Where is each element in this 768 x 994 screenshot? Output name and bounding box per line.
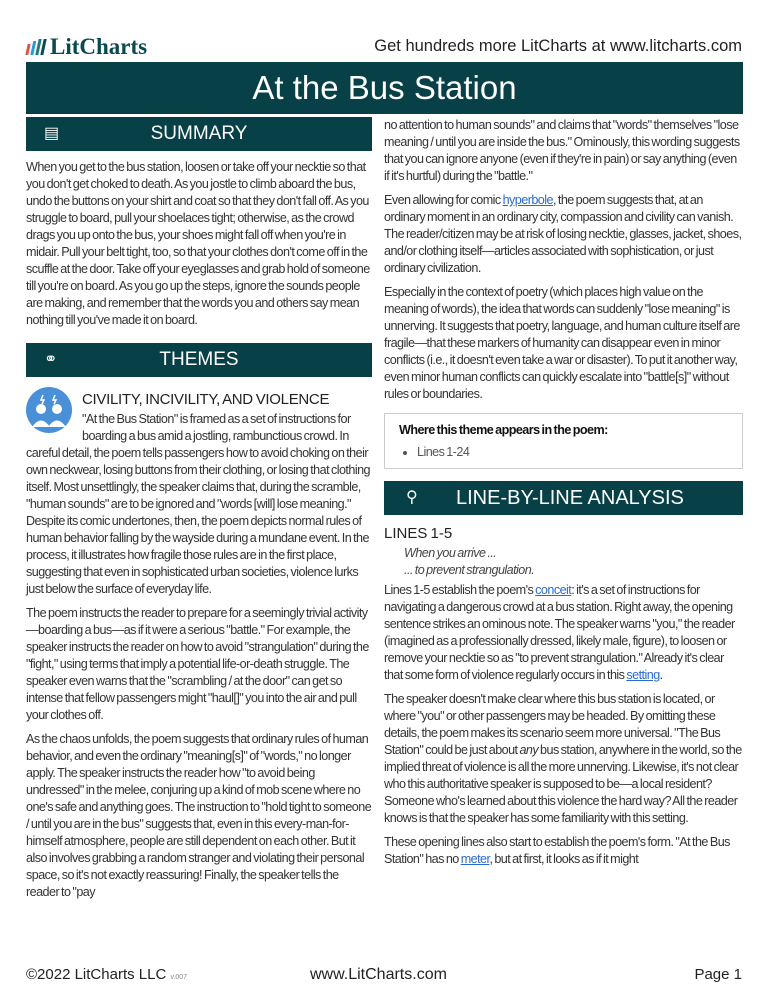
right-column [384,117,743,875]
document-pen-icon: ▤ [44,125,60,142]
paragraph [384,284,743,403]
text-segment: , the poem suggests that, at an ordinary moment in an ordinary city, compassion and civility can vanish. The reader/citizen may be at risk of losing necktie, glasses, jacket, shoes, and/or clothing itself—articles associated with sophistication, or just ordinary civilization. [384,193,742,275]
text-segment: As the chaos unfolds, the poem suggests that ordinary rules of human behavior, and even the ordinary "meaning[s]" of "words," no longer apply. The speaker instructs the reader how "to avoid being undressed" in the melee, conjuring up a kind of mob scene where no one's safe and anything goes. The instruction to "hold tight to someone / until you are in the bus" suggests that, even in this every-man-for-himself atmosphere, people are still dependent on each other. But it also involves grabbing a random stranger and violating their personal space, so it's not exactly reassuring! Finally, the speaker tells the reader to "pay [26,732,372,899]
analysis-heading: LINE-BY-LINE ANALYSIS [456,487,684,509]
logo-bars-icon [25,39,46,55]
logo-text: LitCharts [50,34,148,59]
page-number: Page 1 [694,966,742,983]
glossary-link[interactable]: setting [626,668,660,682]
themes-header [26,343,372,377]
appearance-item[interactable]: • Lines 1-24 [417,444,728,461]
glossary-link[interactable]: hyperbole [502,193,553,207]
paragraph [26,411,372,598]
page-title: At the Bus Station [26,62,743,114]
theme-block [26,387,372,901]
interlocking-rings-icon: ⚭ [44,351,58,368]
text-segment: bus station, anywhere in the world, so the implied threat of violence is all the more unnerving. Likewise, it's not clear who this authoritative speaker is supposed to be—a local resident? Someone who's learned about this violence the hard way? All the reader knows is that the speaker has some familiarity with this setting. [384,743,742,825]
text-segment: The speaker doesn't make clear where this bus station is located, or where "you" or other passengers may be headed. By omitting these details, the poem makes its scenario seem more universal. "The Bus Station" could be just about [384,692,721,757]
paragraph [26,605,372,724]
appearances-heading: Where this theme appears in the poem: [399,423,608,437]
summary-body [26,159,372,329]
text-segment: . [659,668,663,682]
theme-body-continued [384,117,743,403]
footer-copyright [26,966,187,983]
litcharts-logo[interactable] [27,34,147,60]
conflict-people-icon [26,387,72,433]
copyright-text: ©2022 LitCharts LLC [26,966,167,983]
themes-heading: THEMES [159,349,239,370]
text-segment: Lines 1-5 establish the poem's [384,583,536,597]
theme-body [26,411,372,901]
paragraph [384,834,743,868]
text-segment: : it's a set of instructions for navigating a dangerous crowd at a bus station. Right away, the opening sentence strikes an ominous note. The speaker warns "you," the reader (imagined as a professionally dressed, likely male, figure), to loosen or remove your necktie so as "to prevent strangulation." Already it's clear that some form of violence regularly occurs in this [384,583,735,682]
book-magnifier-icon: ⚲ [406,489,418,506]
text-segment: When you get to the bus station, loosen or take off your necktie so that you don't get choked to death. As you jostle to climb aboard the bus, undo the buttons on your shirt and coat so that they don't fall off. As you struggle to board, pull your shoelaces tight; otherwise, as the crowd drags you up onto the bus, your shoes might fall off when you're in midair. Pull your belt tight, too, so that your clothes don't come off in the scuffle at the door. Take off your eyeglasses and grab hold of someone till you're on board. As you go up the steps, ignore the sounds people are making, and remember that the words you and others say mean nothing till you've made it on board. [26,160,370,327]
text-segment: Even allowing for comic [384,193,503,207]
text-segment: any [519,743,539,757]
text-segment: The poem instructs the reader to prepare for a seemingly trivial activity—boarding a bus—as if it were a serious "battle." For example, the speaker instructs the reader on how to avoid "strangulation" during the "fight," using terms that imply a potential life-or-death struggle. The speaker even warns that the "scrambling / at the door" can get so intense that fellow passengers might "haul[]" you into the air and pull your clothes off. [26,606,369,722]
paragraph [384,117,743,185]
quote-line: ... to prevent strangulation. [404,563,535,577]
left-column [26,117,372,908]
paragraph [384,582,743,684]
lines-section-heading: LINES 1-5 [384,525,453,542]
text-segment: , but at first, it looks as if it might [489,852,639,866]
summary-header [26,117,372,151]
glossary-link[interactable]: conceit [535,583,572,597]
paragraph [26,731,372,901]
theme-title: CIVILITY, INCIVILITY, AND VIOLENCE [82,391,330,408]
text-segment: "At the Bus Station" is framed as a set of instructions for boarding a bus amid a jostling, rambunctious crowd. In careful detail, the poem tells passengers how to avoid choking on their own neckwear, losing buttons from their clothing, or losing that clothing itself. Most unsettlingly, the speaker claims that, during the scramble, "human sounds" are to be ignored and "words [will] lose meaning." Despite its comic undertones, then, the poem depicts normal rules of human behavior falling by the wayside during a mundane event. In the process, it illustrates how fragile those rules are in the first place, suggesting that even in sophisticated urban societies, violence lurks just below the surface of everyday life. [26,412,370,596]
analysis-header [384,481,743,515]
paragraph [384,192,743,277]
text-segment: Especially in the context of poetry (which places high value on the meaning of words), the idea that words can suddenly "lose meaning" is unnerving. It suggests that poetry, language, and human culture itself are fragile—that these markers of humanity can disappear even in minor conflicts (i.e., it doesn't even take a war or disaster). To put it another way, even minor human conflicts can quickly escalate into "battle[s]" without rules or boundaries. [384,285,740,401]
text-segment: These opening lines also start to establish the poem's form. "At the Bus Station" has no [384,835,730,866]
version-text: v.007 [170,974,188,981]
summary-heading: SUMMARY [150,123,248,144]
analysis-body [384,582,743,868]
footer-site-link[interactable]: www.LitCharts.com [310,966,447,983]
text-segment: no attention to human sounds" and claims that "words" themselves "lose meaning / until you are inside the bus." Ominously, this wording suggests that you can ignore anyone (even if they're in pain) or say anything (even if it's hurtful) during the "battle." [384,118,740,183]
glossary-link[interactable]: meter [460,852,490,866]
paragraph [26,159,372,329]
quote-line: When you arrive ... [404,546,497,560]
paragraph [384,691,743,827]
theme-appearances-box [384,413,743,469]
tagline[interactable]: Get hundreds more LitCharts at www.litcharts.com [374,37,742,55]
